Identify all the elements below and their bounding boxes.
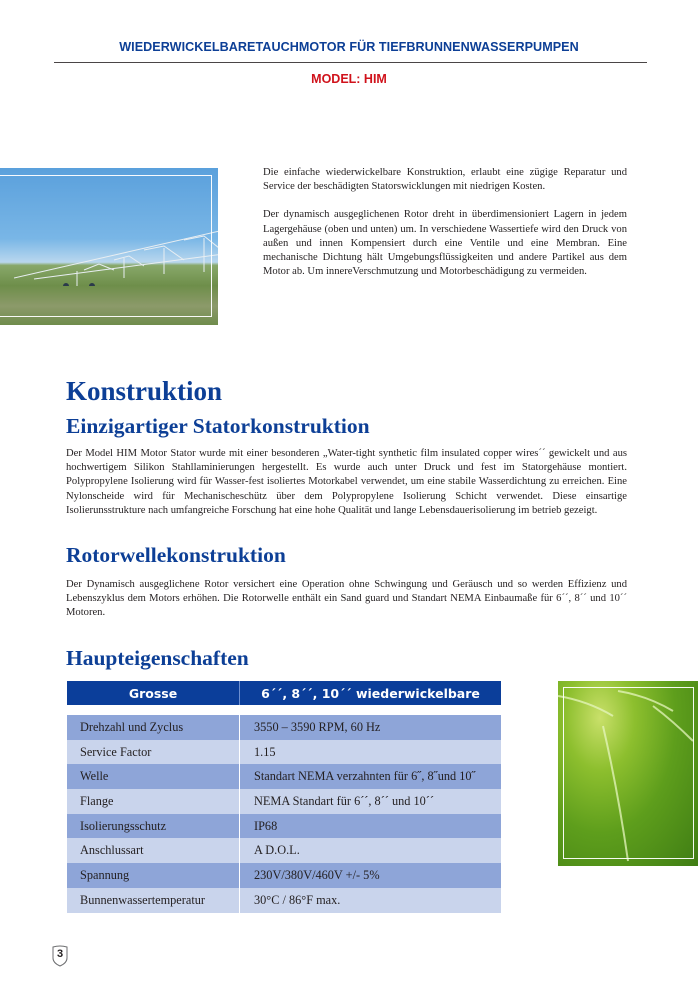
intro-text [263,166,627,279]
spec-label: Drehzahl und Zyclus [67,715,240,740]
intro-paragraph: Die einfache wiederwickelbare Konstruktion, erlaubt eine zügige Reparatur und Service der beschädigten Statorswicklungen mit niedrigen Kosten. [263,167,627,193]
table-row [67,838,501,863]
subheading-features: Haupteigenschaften [66,646,249,670]
spec-value: 3550 – 3590 RPM, 60 Hz [254,719,381,734]
center-pivot-irrigation-photo [0,168,218,325]
table-row [67,740,501,765]
spec-label: Spannung [67,863,240,888]
table-row [67,863,501,888]
spec-value: 1.15 [254,744,276,759]
spec-value: NEMA Standart für 6´´, 8´´ und 10´´ [254,793,434,808]
spec-table [67,681,501,913]
header-cell-variants: 6´´, 8´´, 10´´ wiederwickelbare [261,685,480,701]
spec-value: IP68 [254,818,278,833]
stator-paragraph: Der Model HIM Motor Stator wurde mit einer besonderen „Water-tight synthetic film insulated copper wires´´ gewickelt und aus hochwertigem Silikon Stahllaminierungen hergestellt. Es wurde auch unter Druck und fest im Statorgehäuse montiert. Polypropylene Isolierung wird für Wasser-fest isoliertes Motorkabel verwendet, um eine stabile Wasserdichtung zu erreichen. Eine Nylonscheide wird für Mechanischeschütz über dem Polypropylene Isolierung Schicht verwendet. Diese einsartige Isolierunsstrukture nach umfangreiche Forschung hat eine hohe Qualität und lange Lebensdauerisolierung im betrieb gezeigt. [66,448,627,516]
spec-label: Isolierungsschutz [67,814,240,839]
table-row [67,789,501,814]
intro-paragraph: Der dynamisch ausgeglichenen Rotor dreht in überdimensioniert Lagern in jedem Lagergehäuse (oben und unten) um. In verschiedene Wassertiefe wird den Druck von außen und innen Kompensiert durch eine Ventile und eine Membran. Eine mechanische Dichtung hält Umgebungsflüssigkeiten und andere Partikel aus dem Motor ab. Um innereVerschmutzung und Motorbeschädigung zu vermeiden. [263,209,627,278]
photo-frame [0,175,212,317]
table-row [67,888,501,913]
page-number-badge [52,945,68,967]
spec-label: Bunnenwassertemperatur [67,888,240,913]
header-cell-size: Grosse [67,681,240,705]
rotor-paragraph: Der Dynamisch ausgeglichene Rotor versichert eine Operation ohne Schwingung und Geräusch und so werden Effizienz und Lebenszyklus dem Motors erhöhen. Die Rotorwelle enthält ein Sand guard und Standart NEMA Einbaumaße für 6´´, 8´´ und 10´´ Motoren. [66,579,627,619]
title-divider [54,62,647,63]
table-row [67,715,501,740]
green-field-sprinkler-photo [558,681,698,866]
spec-value: 30°C / 86°F max. [254,892,341,907]
section-heading-konstruktion: Konstruktion [66,376,223,406]
model-label: MODEL: HIM [311,72,387,86]
page-number: 3 [56,948,64,960]
spec-label: Welle [67,764,240,789]
document-title: WIEDERWICKELBARETAUCHMOTOR FÜR TIEFBRUNNENWASSERPUMPEN [119,40,579,54]
spec-table-header [67,681,501,705]
spec-label: Anschlussart [67,838,240,863]
photo-frame [563,687,694,859]
spec-value: A D.O.L. [254,843,300,858]
spec-label: Flange [67,789,240,814]
subheading-rotor: Rotorwellekonstruktion [66,543,286,567]
spec-table-body [67,715,501,913]
spec-value: Standart NEMA verzahnten für 6˝, 8˝und 10˝ [254,769,476,784]
spec-value: 230V/380V/460V +/- 5% [254,867,380,882]
table-row [67,764,501,789]
subheading-stator: Einzigartiger Statorkonstruktion [66,414,370,438]
spec-label: Service Factor [67,740,240,765]
table-row [67,814,501,839]
